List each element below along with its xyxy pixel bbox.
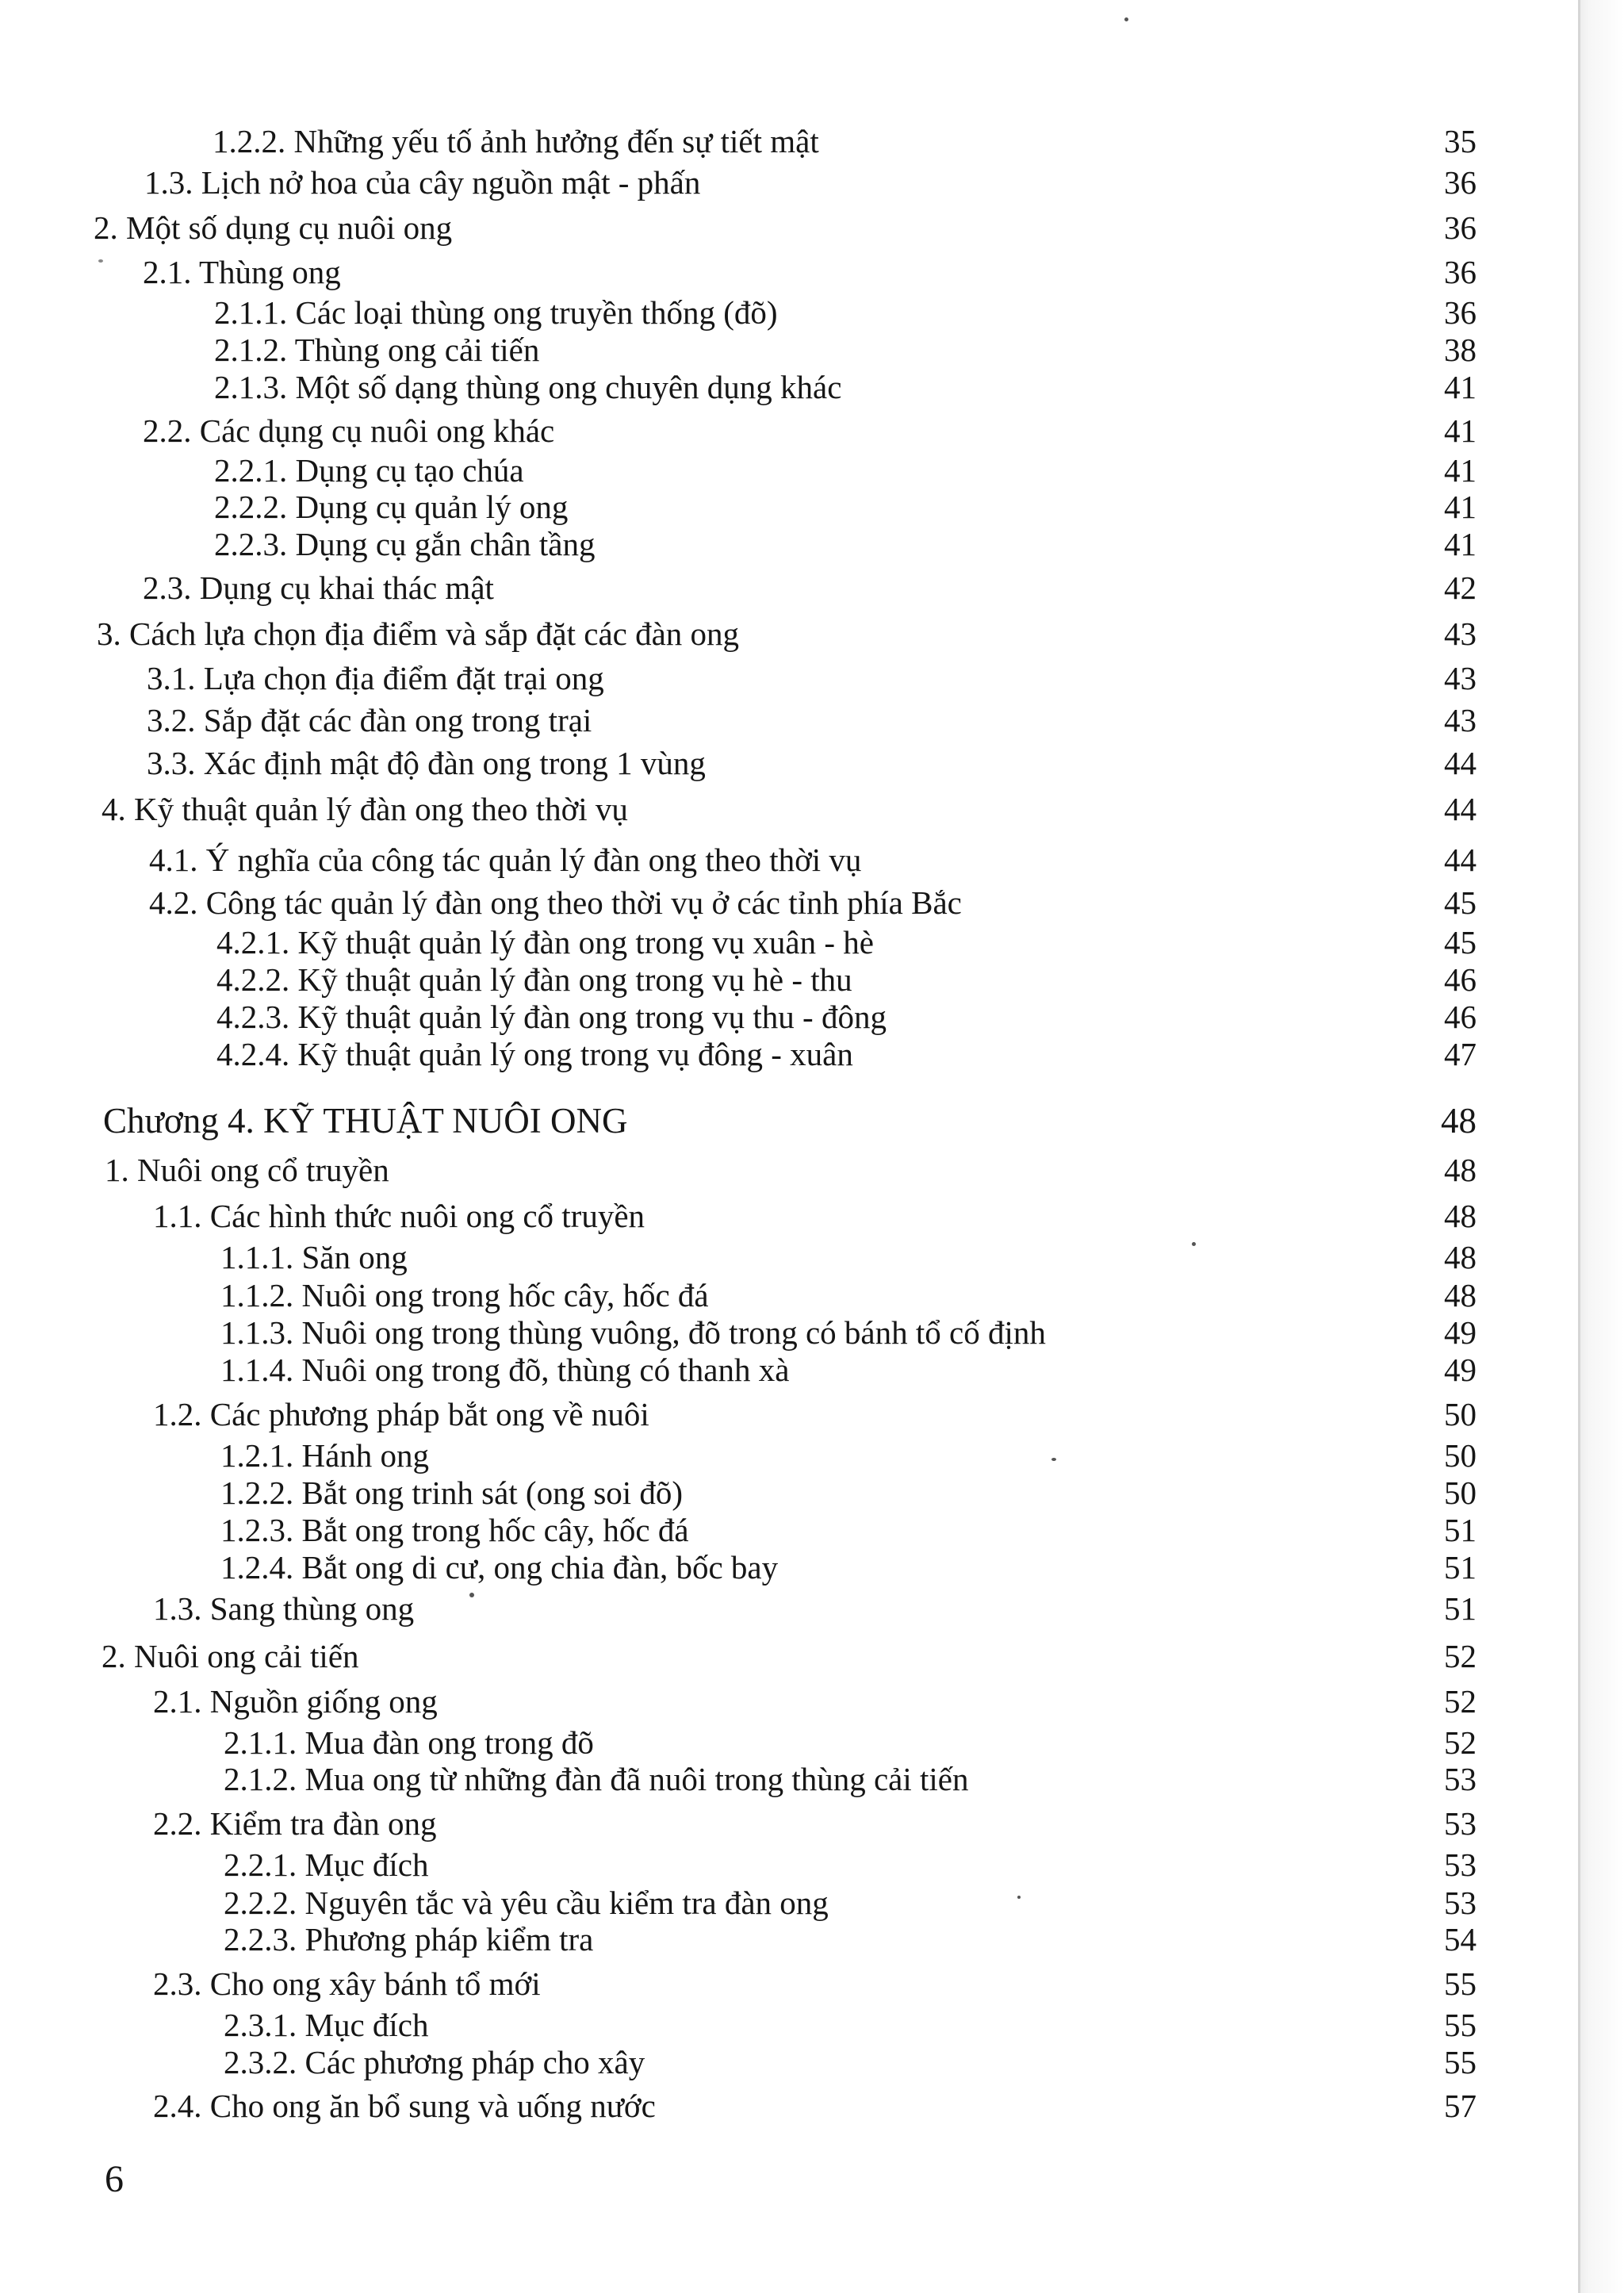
toc-entry-title: 2. Nuôi ong cải tiến [102, 1638, 359, 1674]
toc-entry-page: 55 [1444, 1965, 1477, 2002]
toc-entry-title: 2.1. Nguồn giống ong [153, 1683, 438, 1720]
toc-entry [0, 614, 1624, 654]
toc-entry-page: 42 [1444, 569, 1477, 606]
toc-entry-title: 1.1.3. Nuôi ong trong thùng vuông, đõ trong có bánh tổ cố định [220, 1314, 1046, 1351]
toc-entry-page: 41 [1444, 412, 1477, 449]
toc-entry-page: 54 [1444, 1921, 1477, 1957]
toc-entry-title: 4. Kỹ thuật quản lý đàn ong theo thời vụ [102, 791, 628, 827]
toc-entry [0, 252, 1624, 292]
toc-entry-title: 2.3.2. Các phương pháp cho xây [224, 2044, 645, 2080]
toc-entry-page: 51 [1444, 1512, 1477, 1548]
toc-entry [0, 524, 1624, 564]
scan-speck [98, 259, 103, 263]
toc-entry-page: 36 [1444, 209, 1477, 246]
toc-entry [0, 1150, 1624, 1190]
toc-entry-title: 4.2. Công tác quản lý đàn ong theo thời vụ ở các tỉnh phía Bắc [149, 884, 962, 921]
toc-entry-page: 52 [1444, 1683, 1477, 1720]
toc-entry [0, 330, 1624, 370]
toc-entry [0, 2086, 1624, 2126]
toc-entry-page: 46 [1444, 961, 1477, 998]
toc-entry-title: 1.2.1. Hánh ong [220, 1437, 430, 1474]
toc-entry-title: 1.2.2. Những yếu tố ảnh hưởng đến sự tiết mật [213, 123, 819, 159]
toc-entry [0, 2005, 1624, 2045]
toc-entry [0, 789, 1624, 829]
toc-entry-page: 55 [1444, 2044, 1477, 2080]
toc-entry [0, 1510, 1624, 1550]
toc-entry-title: 2.2.1. Dụng cụ tạo chúa [214, 452, 524, 489]
toc-entry-page: 52 [1444, 1724, 1477, 1761]
toc-entry-title: 1. Nuôi ong cổ truyền [105, 1152, 389, 1188]
toc-entry-page: 43 [1444, 702, 1477, 738]
toc-entry-page: 50 [1444, 1437, 1477, 1474]
toc-entry [0, 1547, 1624, 1587]
toc-entry [0, 840, 1624, 880]
toc-entry-title: 2.1.2. Thùng ong cải tiến [214, 332, 540, 368]
toc-entry-page: 51 [1444, 1549, 1477, 1586]
toc-entry-title: 1.2. Các phương pháp bắt ong về nuôi [153, 1396, 649, 1432]
page-number: 6 [105, 2158, 124, 2200]
toc-entry-title: 2.1.1. Các loại thùng ong truyền thống (đõ) [214, 294, 778, 331]
toc-entry [0, 411, 1624, 451]
toc-entry [0, 743, 1624, 783]
toc-entry-title: 3.1. Lựa chọn địa điểm đặt trại ong [147, 660, 604, 696]
toc-entry-page: 41 [1444, 369, 1477, 405]
toc-entry-title: 2.2.1. Mục đích [224, 1846, 429, 1883]
toc-entry [0, 1473, 1624, 1513]
toc-entry [0, 1681, 1624, 1721]
toc-entry [0, 163, 1624, 202]
scan-speck [1051, 1458, 1056, 1461]
toc-entry-title: 4.1. Ý nghĩa của công tác quản lý đàn ong theo thời vụ [149, 842, 862, 878]
toc-entry-page: 43 [1444, 615, 1477, 652]
toc-entry-page: 51 [1444, 1590, 1477, 1627]
toc-entry [0, 1275, 1624, 1315]
toc-entry-title: 2.2.2. Dụng cụ quản lý ong [214, 489, 569, 525]
toc-entry-page: 48 [1444, 1198, 1477, 1234]
toc-entry [0, 367, 1624, 407]
toc-entry-page: 44 [1444, 842, 1477, 878]
toc-entry-title: 2.2.3. Dụng cụ gắn chân tầng [214, 526, 596, 562]
toc-entry [0, 451, 1624, 490]
toc-entry-page: 48 [1444, 1239, 1477, 1275]
toc-entry [0, 960, 1624, 999]
toc-entry [0, 1589, 1624, 1628]
toc-entry [0, 208, 1624, 247]
toc-entry-title: 1.3. Sang thùng ong [153, 1590, 415, 1627]
toc-entry [0, 1845, 1624, 1885]
toc-entry-page: 45 [1444, 884, 1477, 921]
toc-entry-page: 43 [1444, 660, 1477, 696]
toc-entry-page: 50 [1444, 1474, 1477, 1511]
toc-entry-title: 1.2.4. Bắt ong di cư, ong chia đàn, bốc bay [220, 1549, 779, 1586]
toc-entry-title: 2.4. Cho ong ăn bổ sung và uống nước [153, 2088, 656, 2124]
scan-speck [1017, 1896, 1021, 1899]
toc-entry-page: 47 [1444, 1036, 1477, 1072]
toc-entry [0, 1313, 1624, 1352]
toc-entry-title: 1.1.1. Săn ong [220, 1239, 408, 1275]
toc-entry-page: 48 [1444, 1152, 1477, 1188]
toc-entry-title: 1.3. Lịch nở hoa của cây nguồn mật - phấn [144, 164, 701, 201]
toc-entry-title: 2.3.1. Mục đích [224, 2007, 429, 2043]
toc-entry [0, 121, 1624, 161]
toc-entry-title: 2.2.3. Phương pháp kiểm tra [224, 1921, 594, 1957]
toc-entry-page: 57 [1444, 2088, 1477, 2124]
toc-entry [0, 568, 1624, 608]
toc-entry-page: 36 [1444, 164, 1477, 201]
toc-entry-page: 55 [1444, 2007, 1477, 2043]
toc-entry [0, 1196, 1624, 1236]
toc-entry [0, 1804, 1624, 1843]
toc-entry-title: 1.2.3. Bắt ong trong hốc cây, hốc đá [220, 1512, 689, 1548]
toc-entry-title: 2.1.3. Một số dạng thùng ong chuyên dụng khác [214, 369, 842, 405]
toc-entry [0, 922, 1624, 962]
toc-entry [0, 1964, 1624, 2003]
toc-entry-page: 36 [1444, 254, 1477, 290]
toc-entry-title: 4.2.1. Kỹ thuật quản lý đàn ong trong vụ xuân - hè [216, 924, 874, 961]
toc-entry-title: 2. Một số dụng cụ nuôi ong [94, 209, 453, 246]
toc-entry [0, 1723, 1624, 1762]
toc-entry-page: 36 [1444, 294, 1477, 331]
toc-entry-title: 2.2. Các dụng cụ nuôi ong khác [143, 412, 555, 449]
toc-entry [0, 1034, 1624, 1074]
toc-entry-page: 50 [1444, 1396, 1477, 1432]
toc-entry-title: 4.2.3. Kỹ thuật quản lý đàn ong trong vụ thu - đông [216, 999, 887, 1035]
toc-entry [0, 1636, 1624, 1676]
toc-entry-page: 45 [1444, 924, 1477, 961]
toc-entry-page: 41 [1444, 526, 1477, 562]
toc-entry-page: 53 [1444, 1761, 1477, 1797]
toc-entry-title: 2.3. Cho ong xây bánh tổ mới [153, 1965, 541, 2002]
toc-entry-title: 1.1. Các hình thức nuôi ong cổ truyền [153, 1198, 645, 1234]
toc-entry [0, 997, 1624, 1037]
toc-entry-title: 3.2. Sắp đặt các đàn ong trong trại [147, 702, 592, 738]
toc-entry-page: 49 [1444, 1314, 1477, 1351]
toc-entry-title: 1.2.2. Bắt ong trinh sát (ong soi đõ) [220, 1474, 684, 1511]
toc-entry-page: 48 [1444, 1277, 1477, 1313]
scan-speck [1192, 1242, 1196, 1246]
toc-entry [0, 1759, 1624, 1799]
toc-entry [0, 1919, 1624, 1959]
toc-entry [0, 293, 1624, 332]
toc-entry-page: 44 [1444, 745, 1477, 781]
toc-entry-title: 3. Cách lựa chọn địa điểm và sắp đặt các đàn ong [97, 615, 740, 652]
toc-entry-page: 48 [1441, 1101, 1477, 1141]
toc-chapter-heading [0, 1099, 1624, 1143]
toc-entry [0, 658, 1624, 698]
toc-entry-page: 35 [1444, 123, 1477, 159]
toc-entry-title: 2.1.1. Mua đàn ong trong đõ [224, 1724, 594, 1761]
toc-entry-page: 44 [1444, 791, 1477, 827]
toc-entry-title: 2.1. Thùng ong [143, 254, 341, 290]
toc-entry-page: 49 [1444, 1352, 1477, 1388]
toc-entry [0, 883, 1624, 922]
toc-entry-page: 53 [1444, 1805, 1477, 1842]
toc-entry [0, 1350, 1624, 1390]
toc-entry [0, 700, 1624, 740]
toc-entry [0, 2042, 1624, 2082]
toc-entry-title: 1.1.2. Nuôi ong trong hốc cây, hốc đá [220, 1277, 709, 1313]
toc-entry-page: 41 [1444, 489, 1477, 525]
toc-entry [0, 487, 1624, 527]
toc-entry-title: 2.3. Dụng cụ khai thác mật [143, 569, 494, 606]
toc-entry-title: 2.2. Kiểm tra đàn ong [153, 1805, 437, 1842]
toc-entry-title: 4.2.4. Kỹ thuật quản lý ong trong vụ đông - xuân [216, 1036, 853, 1072]
toc-entry-page: 38 [1444, 332, 1477, 368]
toc-entry-page: 53 [1444, 1885, 1477, 1921]
toc-entry-page: 46 [1444, 999, 1477, 1035]
scan-speck [1124, 17, 1128, 21]
toc-entry [0, 1237, 1624, 1277]
toc-entry-title: 2.2.2. Nguyên tắc và yêu cầu kiểm tra đàn ong [224, 1885, 829, 1921]
scan-speck [469, 1593, 474, 1597]
toc-entry-page: 52 [1444, 1638, 1477, 1674]
toc-entry-page: 41 [1444, 452, 1477, 489]
toc-entry-title: Chương 4. KỸ THUẬT NUÔI ONG [103, 1101, 628, 1141]
toc-entry [0, 1394, 1624, 1434]
toc-entry [0, 1883, 1624, 1923]
toc-entry-page: 53 [1444, 1846, 1477, 1883]
toc-entry-title: 1.1.4. Nuôi ong trong đõ, thùng có thanh xà [220, 1352, 790, 1388]
toc-entry [0, 1436, 1624, 1475]
toc-entry-title: 4.2.2. Kỹ thuật quản lý đàn ong trong vụ hè - thu [216, 961, 852, 998]
toc-entry-title: 3.3. Xác định mật độ đàn ong trong 1 vùng [147, 745, 706, 781]
toc-entry-title: 2.1.2. Mua ong từ những đàn đã nuôi trong thùng cải tiến [224, 1761, 969, 1797]
